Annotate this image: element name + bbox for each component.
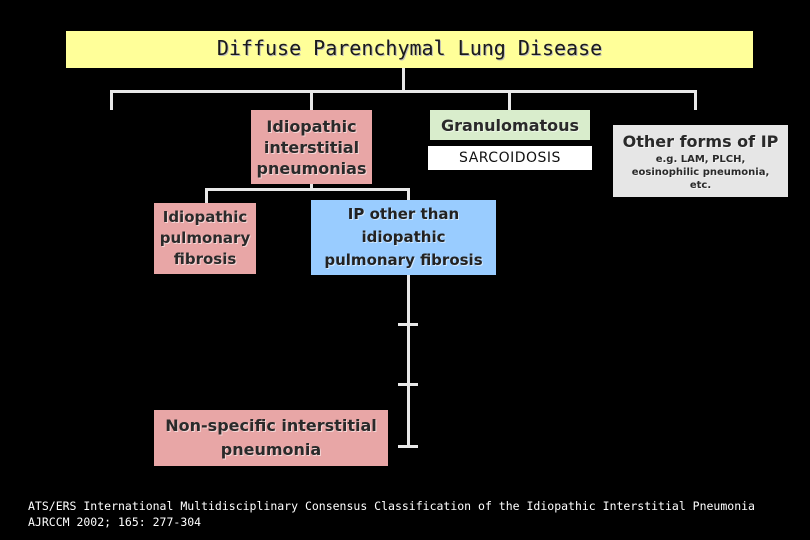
connector-drop-gran [508,90,511,110]
box-line: Idiopathic [266,116,357,136]
box-line: pneumonias [256,158,367,178]
box-other-forms-of-ip [613,125,788,197]
box-idiopathic-interstitial-pneumonias [251,110,372,184]
box-sarcoidosis: SARCOIDOSIS [428,146,592,170]
box-detail-line: etc. [689,179,712,191]
connector-drop-ipf [205,188,208,203]
connector-drop-ipi [310,90,313,110]
connector-drop-left [110,90,113,110]
box-nonspecific-interstitial-pneumonia [154,410,388,466]
diagram-title: Diffuse Parenchymal Lung Disease [66,31,753,68]
box-idiopathic-pulmonary-fibrosis [154,203,256,274]
box-line: IP other than [347,205,460,223]
box-line: Granulomatous [440,115,580,135]
box-line: pneumonia [220,440,322,459]
connector-tick-2 [398,383,418,386]
box-detail-line: eosinophilic pneumonia, [631,166,770,178]
box-line: Non-specific interstitial [165,416,377,435]
box-line: pulmonary [159,229,251,247]
connector-drop-other [694,90,697,110]
citation-line-2: AJRCCM 2002; 165: 277-304 [28,515,202,529]
connector-second-horizontal [205,188,410,191]
box-heading: Other forms of IP [622,131,779,151]
connector-ipother-trunk [407,275,410,447]
box-detail-line: e.g. LAM, PLCH, [655,153,746,165]
citation-line-1: ATS/ERS International Multidisciplinary Consensus Classification of the Idiopathic Interstitial Pneumonia [28,499,755,513]
box-line: idiopathic [361,228,446,246]
connector-tick-3 [398,445,418,448]
box-line: fibrosis [173,250,237,268]
connector-title-down [402,68,405,90]
box-line: interstitial [263,137,360,157]
box-granulomatous [430,110,590,140]
box-line: Idiopathic [162,208,248,226]
connector-tick-1 [398,323,418,326]
box-ip-other-than-ipf [311,200,496,275]
connector-drop-ipother [407,188,410,200]
box-line: pulmonary fibrosis [324,251,483,269]
connector-top-horizontal [110,90,697,93]
